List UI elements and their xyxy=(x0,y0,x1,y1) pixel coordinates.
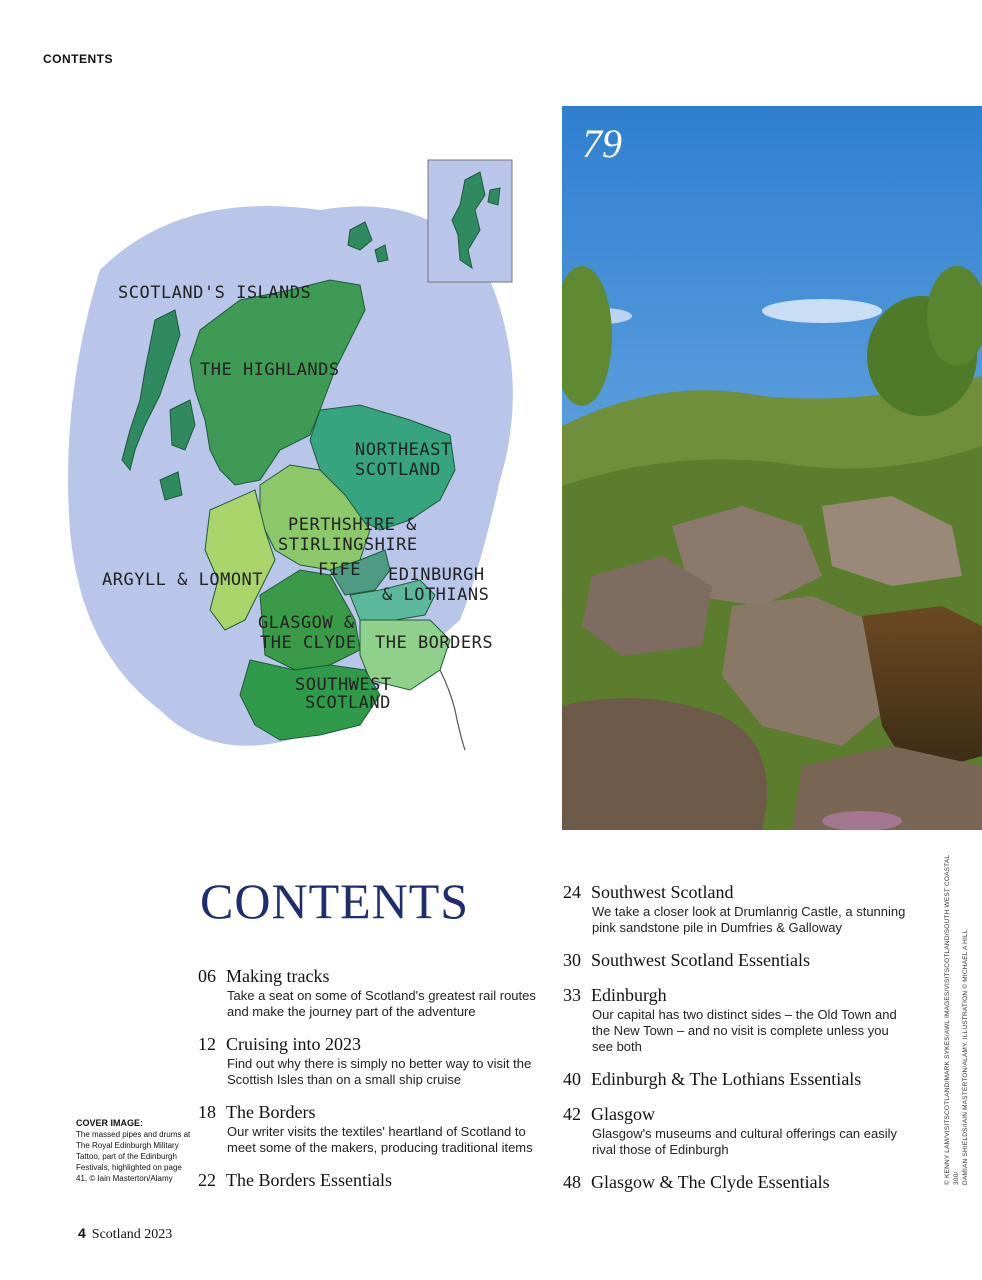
cover-caption-text: The massed pipes and drums at The Royal Edinburgh Military Tattoo, part of the Edinburgh Festivals, highlighted on page 41. © Iain Masterton/Alamy xyxy=(76,1130,191,1183)
toc-entry-title: The Borders xyxy=(226,1102,316,1122)
toc-entry[interactable] xyxy=(563,1172,908,1193)
toc-entry-title: Making tracks xyxy=(226,966,330,986)
toc-entry-heading xyxy=(563,882,908,903)
toc-page-number: 06 xyxy=(198,966,216,986)
toc-entry[interactable] xyxy=(198,1102,548,1156)
page-footer xyxy=(78,1225,172,1243)
label-borders: THE BORDERS xyxy=(375,633,494,653)
toc-page-number: 22 xyxy=(198,1170,216,1190)
toc-entry-description: Our writer visits the textiles' heartland of Scotland to meet some of the makers, producing traditional items xyxy=(227,1124,533,1155)
toc-entry-title: Cruising into 2023 xyxy=(226,1034,362,1054)
label-southwest-2: SCOTLAND xyxy=(305,693,391,713)
section-label: CONTENTS xyxy=(43,52,113,66)
toc-entry-description: Our capital has two distinct sides – the Old Town and the New Town – and no visit is complete unless you see both xyxy=(592,1007,897,1054)
label-islands: SCOTLAND'S ISLANDS xyxy=(118,283,312,303)
photo-page-number: 79 xyxy=(582,121,622,166)
toc-entry-title: Glasgow xyxy=(591,1104,655,1124)
toc-entry-heading xyxy=(198,1170,548,1191)
label-argyll: ARGYLL & LOMONT xyxy=(102,570,264,590)
credits-line-2: DAMIAN SHIELDS/IAIN MASTERTON/ALAMY. ILLUSTRATION © MICHAEL A HILL xyxy=(962,929,969,1185)
label-perthshire-2: STIRLINGSHIRE xyxy=(278,535,418,555)
toc-entry-description: We take a closer look at Drumlanrig Castle, a stunning pink sandstone pile in Dumfries & Galloway xyxy=(592,904,906,935)
toc-entry-heading xyxy=(198,1102,548,1123)
toc-entry[interactable] xyxy=(563,882,908,936)
toc-page-number: 48 xyxy=(563,1172,581,1192)
label-southwest-1: SOUTHWEST xyxy=(295,675,392,695)
landscape-photo-image xyxy=(562,106,982,830)
label-glasgow-2: THE CLYDE xyxy=(260,633,357,653)
toc-entry[interactable] xyxy=(198,1170,548,1191)
toc-entry-title: Southwest Scotland Essentials xyxy=(591,950,810,970)
toc-entry-title: Glasgow & The Clyde Essentials xyxy=(591,1172,830,1192)
scotland-map xyxy=(60,150,560,770)
toc-entry-heading xyxy=(563,1069,908,1090)
toc-entry-heading xyxy=(563,1172,908,1193)
toc-page-number: 40 xyxy=(563,1069,581,1089)
toc-entry[interactable] xyxy=(198,966,548,1020)
cover-image-caption xyxy=(76,1118,191,1184)
toc-entry-heading xyxy=(198,1034,548,1055)
label-highlands: THE HIGHLANDS xyxy=(200,360,340,380)
england-border-line xyxy=(440,670,465,750)
toc-page-number: 18 xyxy=(198,1102,216,1122)
toc-entry-heading xyxy=(198,966,548,987)
label-northeast-2: SCOTLAND xyxy=(355,460,441,480)
toc-entry[interactable] xyxy=(563,985,908,1055)
footer-publication: Scotland 2023 xyxy=(91,1227,173,1242)
toc-entry-title: The Borders Essentials xyxy=(226,1170,392,1190)
toc-entry-title: Edinburgh & The Lothians Essentials xyxy=(591,1069,862,1089)
landscape-photo xyxy=(562,106,982,830)
toc-page-number: 33 xyxy=(563,985,581,1005)
label-fife: FIFE xyxy=(318,560,361,580)
toc-entry[interactable] xyxy=(563,950,908,971)
cover-caption-title: COVER IMAGE: xyxy=(76,1118,144,1128)
toc-left-column xyxy=(198,966,548,1205)
toc-entry-description: Take a seat on some of Scotland's greatest rail routes and make the journey part of the adventure xyxy=(227,988,536,1019)
label-edinburgh-1: EDINBURGH xyxy=(388,565,485,585)
credits-line-1: © KENNY LAM/VISITSCOTLAND/MARK SYKES/AWL IMAGES/VISITSCOTLAND/SOUTH WEST COASTAL 300/ xyxy=(944,855,960,1185)
label-perthshire-1: PERTHSHIRE & xyxy=(288,515,417,535)
photo-credits xyxy=(943,855,970,1185)
toc-entry-heading xyxy=(563,985,908,1006)
toc-entry-title: Edinburgh xyxy=(591,985,667,1005)
contents-heading: CONTENTS xyxy=(200,873,470,929)
toc-entry-description: Find out why there is simply no better way to visit the Scottish Isles than on a small ship cruise xyxy=(227,1056,532,1087)
toc-entry-title: Southwest Scotland xyxy=(591,882,734,902)
toc-entry[interactable] xyxy=(563,1069,908,1090)
toc-page-number: 12 xyxy=(198,1034,216,1054)
toc-entry[interactable] xyxy=(563,1104,908,1158)
label-edinburgh-2: & LOTHIANS xyxy=(382,585,490,605)
scotland-map-illustration xyxy=(60,150,560,770)
label-northeast-1: NORTHEAST xyxy=(355,440,452,460)
toc-page-number: 24 xyxy=(563,882,581,902)
toc-page-number: 42 xyxy=(563,1104,581,1124)
toc-entry-heading xyxy=(563,1104,908,1125)
footer-page-number: 4 xyxy=(78,1225,86,1241)
toc-right-column xyxy=(563,882,908,1207)
label-glasgow-1: GLASGOW & xyxy=(258,613,355,633)
toc-entry-description: Glasgow's museums and cultural offerings can easily rival those of Edinburgh xyxy=(592,1126,897,1157)
toc-entry-heading xyxy=(563,950,908,971)
toc-page-number: 30 xyxy=(563,950,581,970)
toc-entry[interactable] xyxy=(198,1034,548,1088)
